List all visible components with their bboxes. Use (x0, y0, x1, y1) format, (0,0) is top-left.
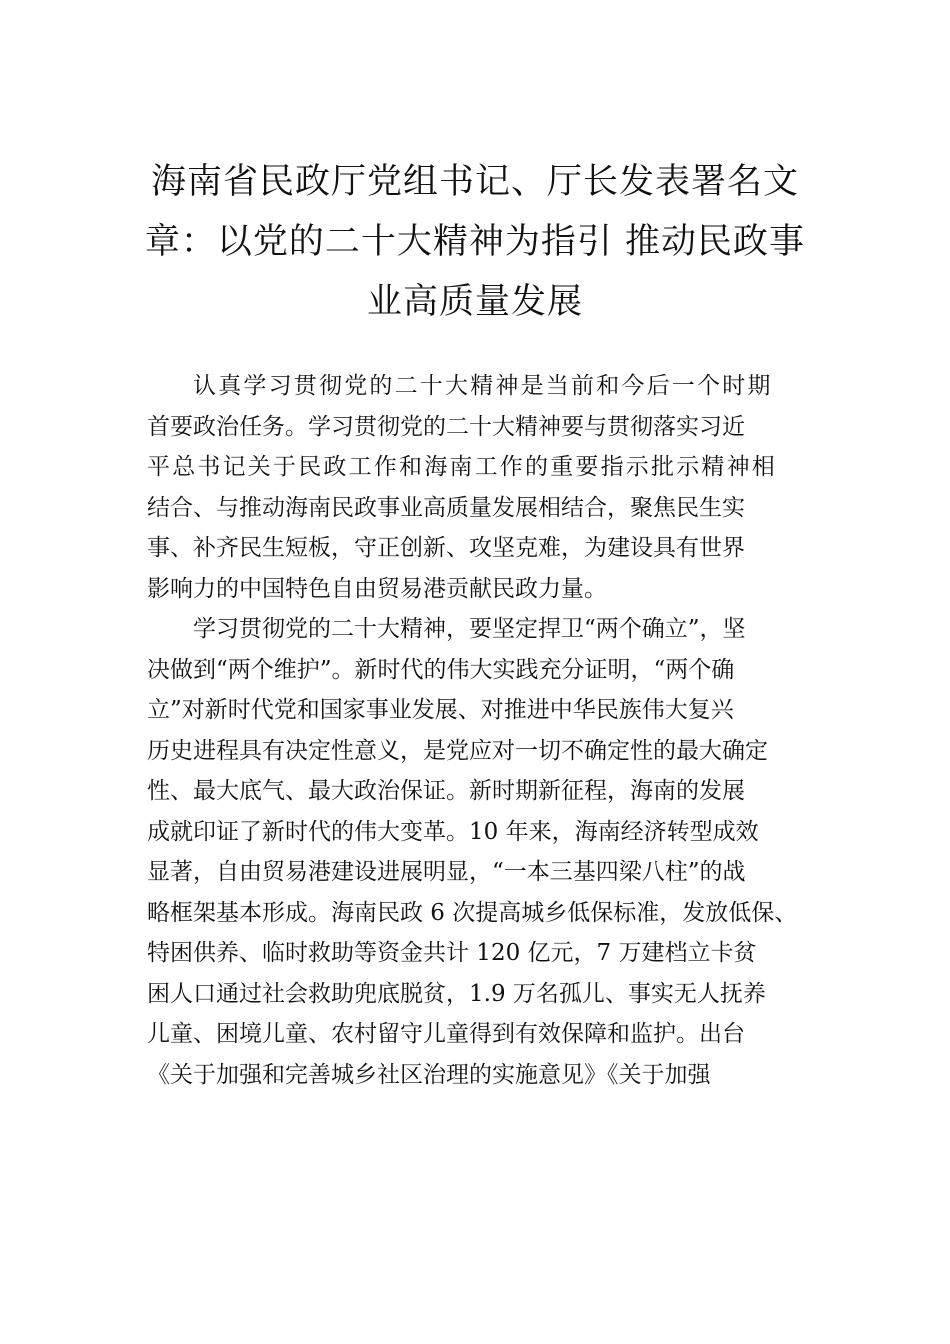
paragraph-2 (147, 609, 847, 1095)
title-line: 海南省民政厅党组书记、厅长发表署名文 (150, 162, 799, 202)
article-title (135, 152, 815, 332)
body-line: 略框架基本形成。海南民政 6 次提高城乡低保标准，发放低保、 (147, 899, 798, 926)
body-line: 学习贯彻党的二十大精神，要坚定捍卫“两个确立”，坚 (193, 616, 746, 642)
body-line: 结合、与推动海南民政事业高质量发展相结合，聚焦民生实 (147, 494, 745, 521)
body-line: 决做到“两个维护”。新时代的伟大实践充分证明，“两个确 (147, 656, 735, 683)
body-line: 困人口通过社会救助兜底脱贫，1.9 万名孤儿、事实无人抚养 (147, 980, 766, 1007)
body-line: 认真学习贯彻党的二十大精神是当前和今后一个时期 (193, 373, 773, 399)
body-line: 影响力的中国特色自由贸易港贡献民政力量。 (147, 575, 607, 602)
article-body (147, 366, 847, 1095)
body-line: 历史进程具有决定性意义，是党应对一切不确定性的最大确定 (147, 737, 768, 764)
body-line: 成就印证了新时代的伟大变革。10 年来，海南经济转型成效 (147, 818, 759, 845)
body-line: 立”对新时代党和国家事业发展、对推进中华民族伟大复兴 (147, 697, 734, 723)
body-line: 《关于加强和完善城乡社区治理的实施意见》《关于加强 (147, 1061, 711, 1088)
body-line: 显著，自由贸易港建设进展明显，“一本三基四梁八柱”的战 (147, 859, 746, 885)
body-line: 儿童、困境儿童、农村留守儿童得到有效保障和监护。出台 (147, 1021, 745, 1047)
paragraph-1 (147, 366, 847, 609)
body-line: 性、最大底气、最大政治保证。新时期新征程，海南的发展 (147, 778, 745, 804)
title-line: 章：以党的二十大精神为指引 推动民政事 (144, 222, 806, 262)
body-line: 特困供养、临时救助等资金共计 120 亿元，7 万建档立卡贫 (147, 940, 757, 966)
body-line: 首要政治任务。学习贯彻党的二十大精神要与贯彻落实习近 (147, 413, 745, 440)
body-line: 事、补齐民生短板，守正创新、攻坚克难，为建设具有世界 (147, 535, 745, 561)
title-line: 业高质量发展 (366, 282, 583, 322)
body-line: 平总书记关于民政工作和海南工作的重要指示批示精神相 (147, 454, 777, 480)
